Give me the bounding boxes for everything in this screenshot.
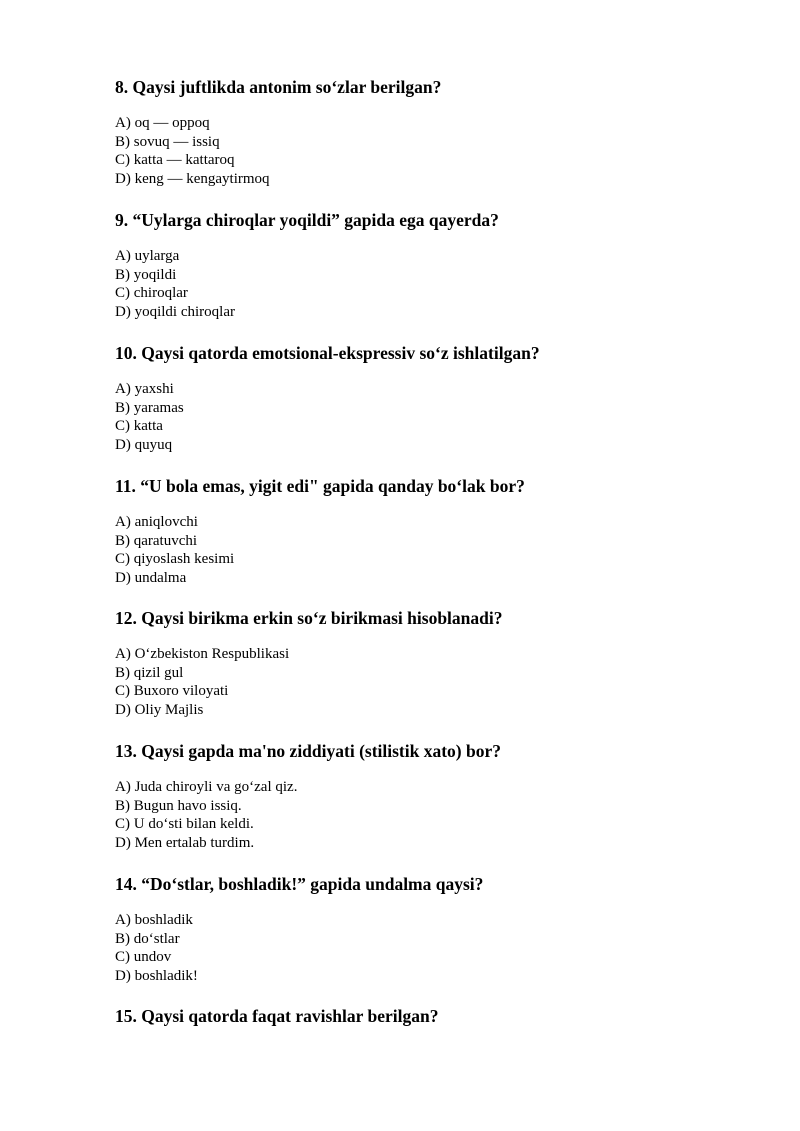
option-d: D) keng — kengaytirmoq xyxy=(115,171,270,188)
question-10 xyxy=(115,342,755,455)
question-title: 15. Qaysi qatorda faqat ravishlar berilgan? xyxy=(115,1006,439,1026)
options-list xyxy=(115,778,755,853)
option-d: D) undalma xyxy=(115,570,187,587)
question-12 xyxy=(115,607,755,720)
option-a: A) yaxshi xyxy=(115,381,174,397)
option-d: D) yoqildi chiroqlar xyxy=(115,304,235,321)
option-c: C) U do‘sti bilan keldi. xyxy=(115,816,254,833)
option-b: B) sovuq — issiq xyxy=(115,133,220,150)
question-13 xyxy=(115,740,755,853)
option-c: C) katta — kattaroq xyxy=(115,152,235,169)
options-list xyxy=(115,513,755,588)
option-a: A) aniqlovchi xyxy=(115,514,198,530)
question-title: 14. “Do‘stlar, boshladik!” gapida undalma qaysi? xyxy=(115,874,484,894)
option-c: C) Buxoro viloyati xyxy=(115,683,229,700)
options-list xyxy=(115,645,755,720)
question-14 xyxy=(115,873,755,986)
question-9 xyxy=(115,209,755,322)
option-d: D) Men ertalab turdim. xyxy=(115,835,255,852)
question-title: 11. “U bola emas, yigit edi" gapida qanday bo‘lak bor? xyxy=(115,476,525,496)
question-title: 8. Qaysi juftlikda antonim so‘zlar berilgan? xyxy=(115,77,442,97)
option-b: B) yoqildi xyxy=(115,266,177,283)
option-c: C) katta xyxy=(115,418,163,435)
question-title: 13. Qaysi gapda ma'no ziddiyati (stilistik xato) bor? xyxy=(115,741,502,761)
options-list xyxy=(115,911,755,986)
question-8 xyxy=(115,76,755,189)
option-a: A) Juda chiroyli va go‘zal qiz. xyxy=(115,779,298,795)
option-b: B) Bugun havo issiq. xyxy=(115,797,242,814)
question-15 xyxy=(115,1005,755,1027)
question-title: 12. Qaysi birikma erkin so‘z birikmasi hisoblanadi? xyxy=(115,608,503,628)
option-d: D) quyuq xyxy=(115,437,173,454)
option-d: D) boshladik! xyxy=(115,968,198,985)
option-a: A) uylarga xyxy=(115,248,180,264)
option-a: A) oq — oppoq xyxy=(115,115,210,131)
option-c: C) undov xyxy=(115,949,172,966)
option-b: B) qizil gul xyxy=(115,664,184,681)
option-c: C) chiroqlar xyxy=(115,285,188,302)
option-a: A) boshladik xyxy=(115,912,193,928)
option-b: B) qaratuvchi xyxy=(115,532,198,549)
options-list xyxy=(115,247,755,322)
options-list xyxy=(115,114,755,189)
option-d: D) Oliy Majlis xyxy=(115,702,204,719)
options-list xyxy=(115,380,755,455)
option-b: B) do‘stlar xyxy=(115,930,180,947)
question-11 xyxy=(115,475,755,588)
option-a: A) O‘zbekiston Respublikasi xyxy=(115,646,290,662)
question-title: 9. “Uylarga chiroqlar yoqildi” gapida ega qayerda? xyxy=(115,210,499,230)
option-c: C) qiyoslash kesimi xyxy=(115,551,235,568)
question-title: 10. Qaysi qatorda emotsional-ekspressiv so‘z ishlatilgan? xyxy=(115,343,540,363)
option-b: B) yaramas xyxy=(115,399,184,416)
